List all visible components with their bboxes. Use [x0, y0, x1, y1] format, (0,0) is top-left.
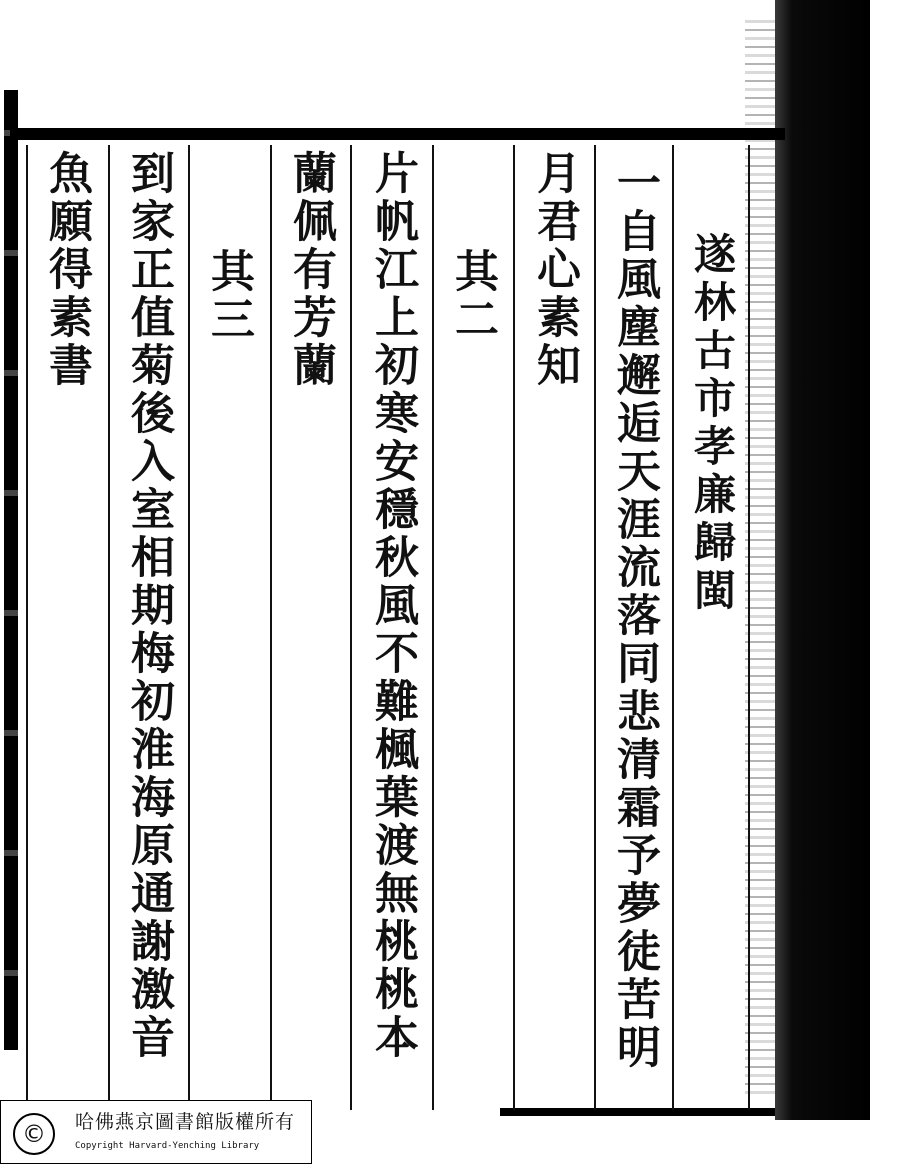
- column-rule: [594, 145, 596, 1110]
- poem-title: 遂林古市孝廉歸閩: [688, 232, 737, 616]
- scan-left-edge: [4, 90, 18, 1050]
- text-column: 蘭佩有芳蘭: [285, 150, 336, 390]
- text-column: 魚願得素書: [41, 150, 92, 390]
- column-rule: [432, 145, 434, 1110]
- text-column: 一自風塵邂逅天涯流落同悲清霜予夢徒苦明: [609, 160, 660, 1072]
- top-border: [10, 128, 785, 140]
- column-rule: [26, 145, 28, 1110]
- column-rule: [748, 145, 750, 1110]
- copyright-chinese-text: 哈佛燕京圖書館版權所有: [75, 1111, 296, 1133]
- copyright-icon: ©: [13, 1113, 55, 1155]
- column-rule: [513, 145, 515, 1110]
- copyright-stamp: [0, 1100, 312, 1164]
- text-column: 月君心素知: [529, 150, 580, 390]
- bottom-border: [500, 1108, 775, 1116]
- section-heading: 其三: [203, 248, 254, 344]
- column-rule: [108, 145, 110, 1110]
- text-column: 到家正值菊後入室相期梅初淮海原通謝激音: [123, 150, 174, 1062]
- column-rule: [350, 145, 352, 1110]
- column-rule: [188, 145, 190, 1110]
- copyright-english-text: Copyright Harvard-Yenching Library: [75, 1141, 260, 1151]
- column-rule: [672, 145, 674, 1110]
- section-heading: 其二: [447, 248, 498, 344]
- column-rule: [270, 145, 272, 1110]
- scan-right-edge: [775, 0, 870, 1120]
- text-column: 片帆江上初寒安穩秋風不難楓葉渡無桃桃本: [367, 150, 418, 1062]
